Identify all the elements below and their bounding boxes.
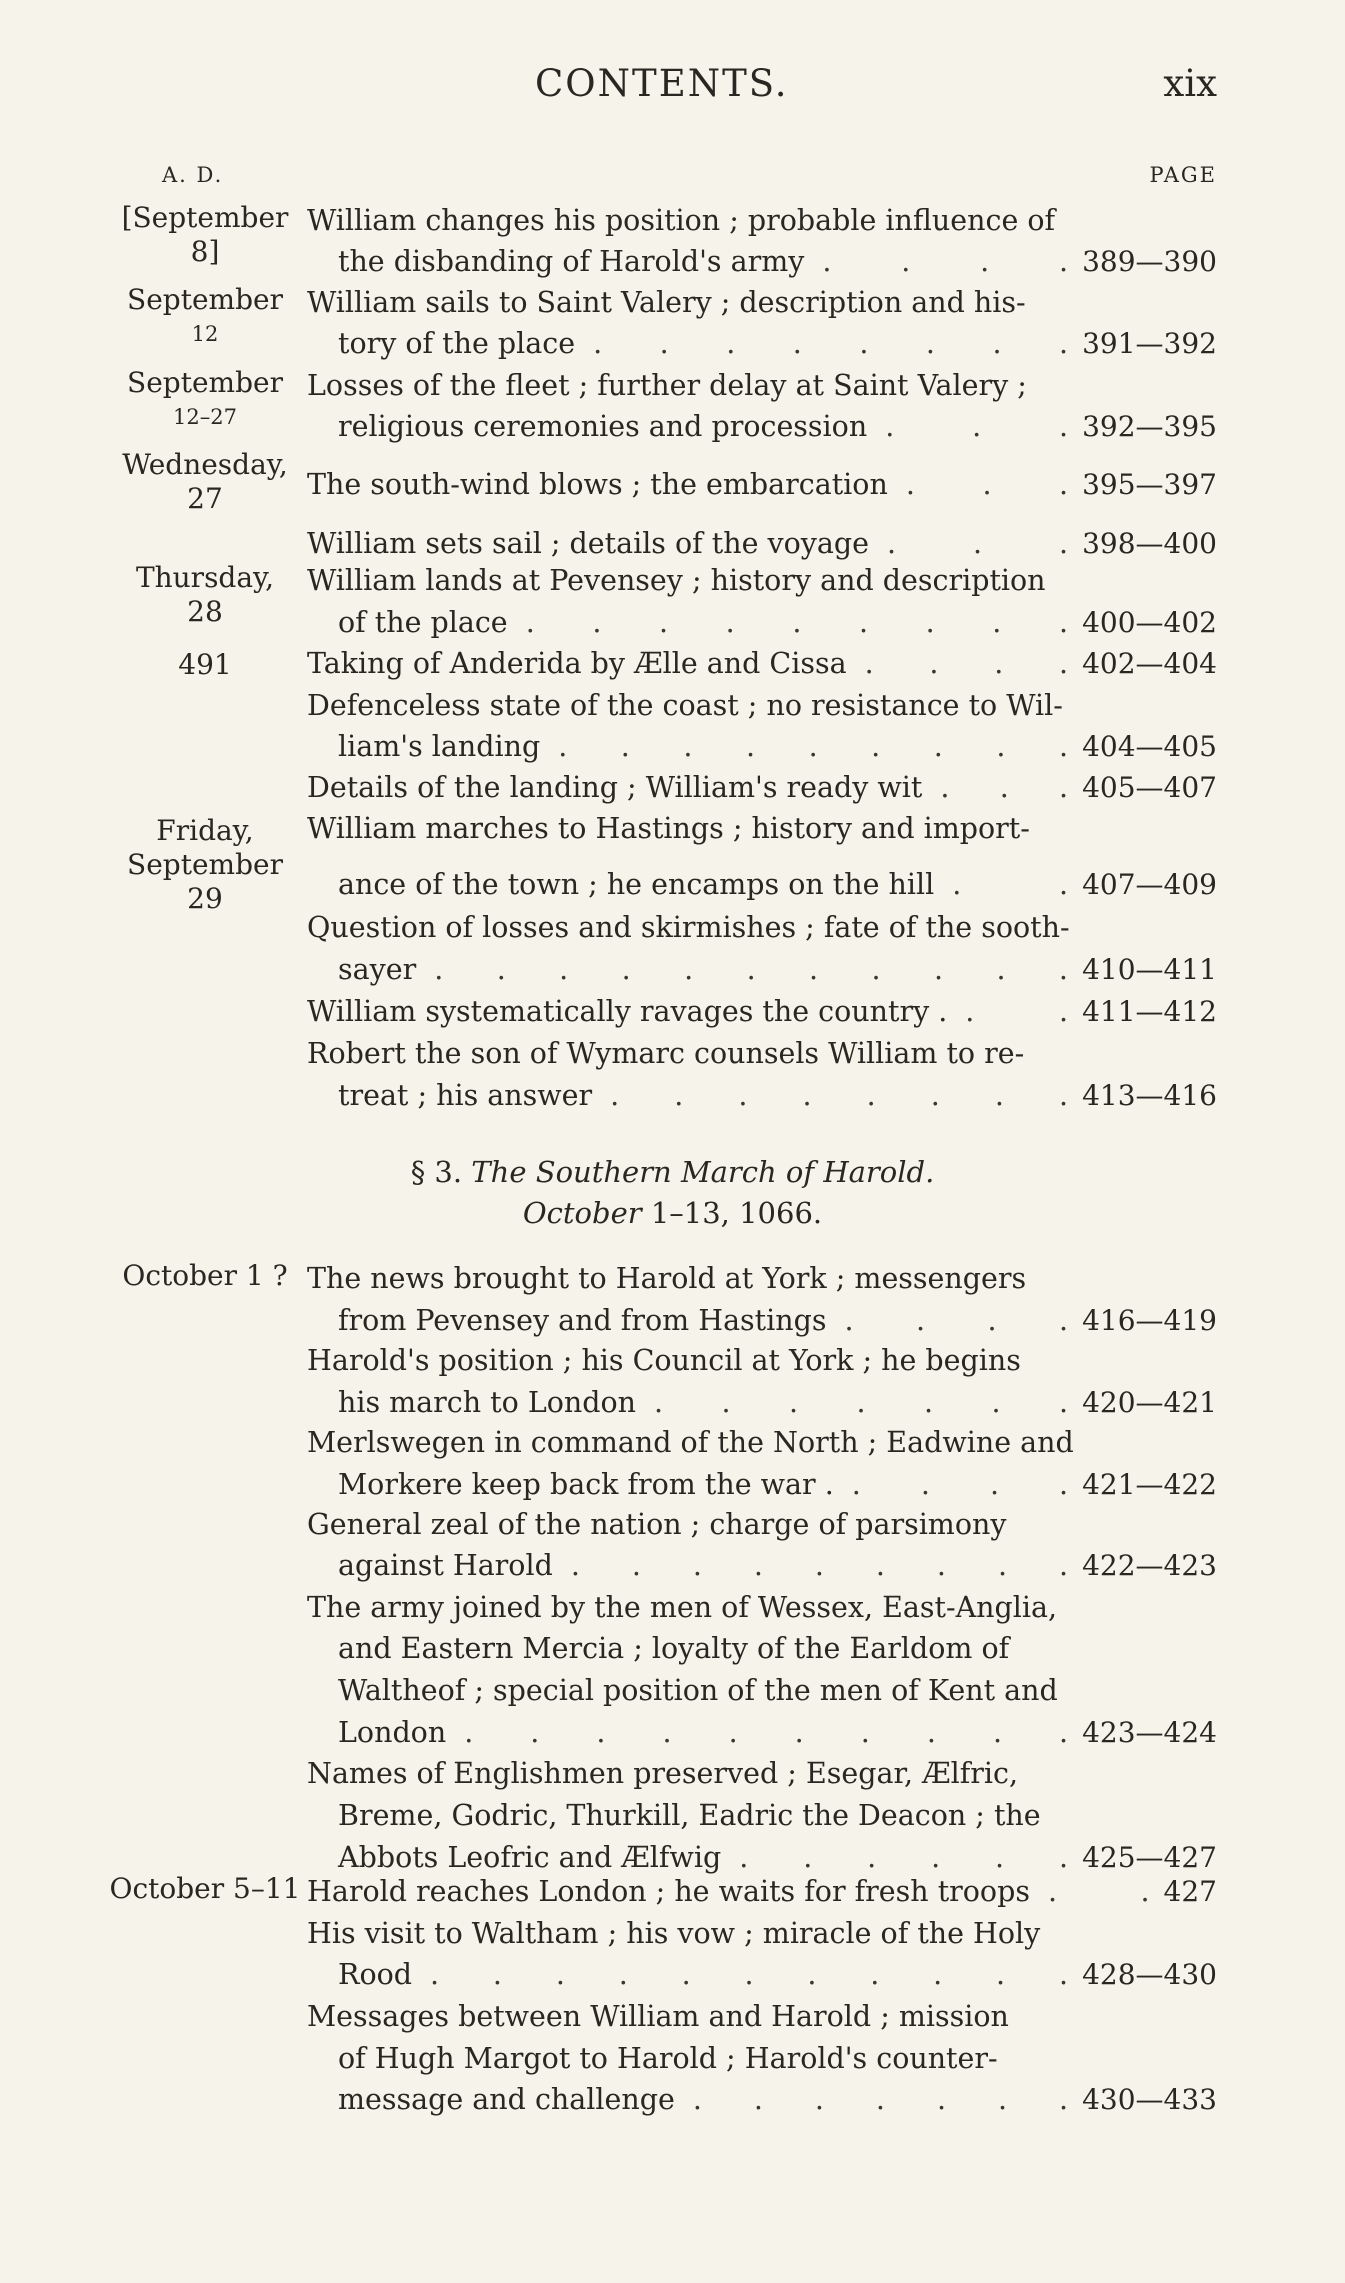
entry-line: tory of the place — [338, 327, 576, 360]
entry-line: The south-wind blows ; the embarcation — [307, 468, 888, 501]
section-subheading: October 1–13, 1066. — [522, 1196, 823, 1230]
leader-dots: . . — [952, 868, 1069, 901]
entry-line: Harold reaches London ; he waits for fresh troops — [307, 1875, 1030, 1908]
leader-dots: . . . . — [822, 245, 1069, 278]
entry-line: Losses of the fleet ; further delay at Saint Valery ; — [307, 369, 1027, 402]
running-head-page-number: xix — [1163, 62, 1217, 105]
page-range: 416—419 — [1082, 1304, 1217, 1337]
page-column-label: PAGE — [1149, 163, 1217, 187]
entry-line: William marches to Hastings ; history and import- — [307, 812, 1030, 845]
leader-dots: . . . — [905, 468, 1069, 501]
entry-line: Breme, Godric, Thurkill, Eadric the Deacon ; the — [338, 1799, 1041, 1832]
leader-dots: . . . . . . — [739, 1841, 1069, 1874]
entry-line: Names of Englishmen preserved ; Esegar, Ælfric, — [307, 1757, 1019, 1790]
entry-line: message and challenge — [338, 2083, 675, 2116]
entry-line: of the place — [338, 606, 508, 639]
date-label: 491 — [178, 648, 232, 681]
entry-line: Merlswegen in command of the North ; Eadwine and — [307, 1426, 1074, 1459]
date-column-label: A. D. — [162, 163, 224, 187]
date-label: Friday, September 29 — [127, 814, 283, 915]
leader-dots: . . . . . . . . . — [525, 606, 1068, 639]
entry-line: Morkere keep back from the war . — [338, 1468, 834, 1501]
entry-line: William sails to Saint Valery ; description and his- — [307, 286, 1026, 319]
page-range: 421—422 — [1082, 1468, 1217, 1501]
entry-line: William sets sail ; details of the voyage — [307, 527, 869, 560]
entry-line: liam's landing — [338, 730, 541, 763]
entry-line: General zeal of the nation ; charge of parsimony — [307, 1508, 1007, 1541]
leader-dots: . . . . . . . . . . . — [434, 953, 1068, 986]
entry-line: William changes his position ; probable influence of — [307, 204, 1056, 237]
date-label: October 5–11 — [109, 1872, 301, 1905]
entry-line: sayer — [338, 953, 417, 986]
entry-line: Messages between William and Harold ; mission — [307, 2000, 1009, 2033]
entry-line: and Eastern Mercia ; loyalty of the Earldom of — [338, 1632, 1010, 1665]
page-range: 430—433 — [1082, 2083, 1217, 2116]
page-range: 420—421 — [1082, 1386, 1217, 1419]
leader-dots: . . . — [885, 410, 1069, 443]
entry-line: Defenceless state of the coast ; no resistance to Wil- — [307, 689, 1063, 722]
entry-line: from Pevensey and from Hastings — [338, 1304, 827, 1337]
entry-line: Details of the landing ; William's ready wit — [307, 771, 923, 804]
leader-dots: . . . . . . . . — [610, 1079, 1069, 1112]
entry-line: William lands at Pevensey ; history and description — [307, 564, 1046, 597]
entry-line: Harold's position ; his Council at York ; he begins — [307, 1344, 1021, 1377]
entry-line: treat ; his answer — [338, 1079, 593, 1112]
date-label: October 1 ? — [122, 1259, 288, 1292]
page-range: 405—407 — [1082, 771, 1217, 804]
running-head-title: CONTENTS. — [535, 62, 789, 105]
page-range: 404—405 — [1082, 730, 1217, 763]
entry-line: His visit to Waltham ; his vow ; miracle of the Holy — [307, 1917, 1041, 1950]
entry-line: of Hugh Margot to Harold ; Harold's counter- — [338, 2042, 998, 2075]
page-range: 400—402 — [1082, 606, 1217, 639]
entry-line: ance of the town ; he encamps on the hill — [338, 868, 935, 901]
section-heading: § 3. The Southern March of Harold. — [410, 1155, 935, 1189]
entry-line: London — [338, 1716, 447, 1749]
page-range: 427 — [1163, 1875, 1217, 1908]
date-label: Wednesday, 27 — [122, 448, 288, 515]
date-label: September 12–27 — [127, 366, 283, 429]
date-label: Thursday, 28 — [135, 561, 275, 628]
leader-dots: . . . . . . . . — [593, 327, 1069, 360]
leader-dots: . . . . — [851, 1468, 1069, 1501]
page-range: 392—395 — [1082, 410, 1217, 443]
page-range: 428—430 — [1082, 1958, 1217, 1991]
entry-line: the disbanding of Harold's army — [338, 245, 805, 278]
leader-dots: . . — [1047, 1875, 1150, 1908]
page-range: 422—423 — [1082, 1549, 1217, 1582]
page-range: 407—409 — [1082, 868, 1217, 901]
leader-dots: . . . . — [844, 1304, 1069, 1337]
entry-line: Taking of Anderida by Ælle and Cissa — [307, 647, 847, 680]
entry-line: Robert the son of Wymarc counsels William to re- — [307, 1037, 1025, 1070]
page-range: 425—427 — [1082, 1841, 1217, 1874]
page-range: 423—424 — [1082, 1716, 1217, 1749]
page-range: 411—412 — [1082, 995, 1217, 1028]
date-label: [September 8] — [121, 201, 289, 268]
leader-dots: . . . . . . . . . . — [464, 1716, 1069, 1749]
entry-line: The army joined by the men of Wessex, East-Anglia, — [307, 1591, 1058, 1624]
date-label: September 12 — [127, 283, 283, 346]
page-range: 410—411 — [1082, 953, 1217, 986]
leader-dots: . . . — [886, 527, 1069, 560]
entry-line: William systematically ravages the country . — [307, 995, 948, 1028]
entry-line: against Harold — [338, 1549, 553, 1582]
page-range: 391—392 — [1082, 327, 1217, 360]
page-range: 398—400 — [1082, 527, 1217, 560]
leader-dots: . . . . — [864, 647, 1069, 680]
entry-line: religious ceremonies and procession — [338, 410, 868, 443]
entry-line: Waltheof ; special position of the men of Kent and — [338, 1674, 1058, 1707]
leader-dots: . . . . . . . . . . . — [430, 1958, 1068, 1991]
entry-line: his march to London — [338, 1386, 637, 1419]
entry-line: Question of losses and skirmishes ; fate of the sooth- — [307, 911, 1070, 944]
page-range: 413—416 — [1082, 1079, 1217, 1112]
leader-dots: . . . . . . . . . — [570, 1549, 1069, 1582]
entry-line: Rood — [338, 1958, 413, 1991]
leader-dots: . . . . . . . — [654, 1386, 1069, 1419]
leader-dots: . . . . . . . — [692, 2083, 1069, 2116]
leader-dots: . . . . . . . . . — [558, 730, 1068, 763]
leader-dots: . . — [965, 995, 1069, 1028]
page-range: 389—390 — [1082, 245, 1217, 278]
entry-line: The news brought to Harold at York ; messengers — [307, 1262, 1027, 1295]
leader-dots: . . . — [940, 771, 1069, 804]
page-range: 395—397 — [1082, 468, 1217, 501]
page-range: 402—404 — [1082, 647, 1217, 680]
entry-line: Abbots Leofric and Ælfwig — [338, 1841, 722, 1874]
